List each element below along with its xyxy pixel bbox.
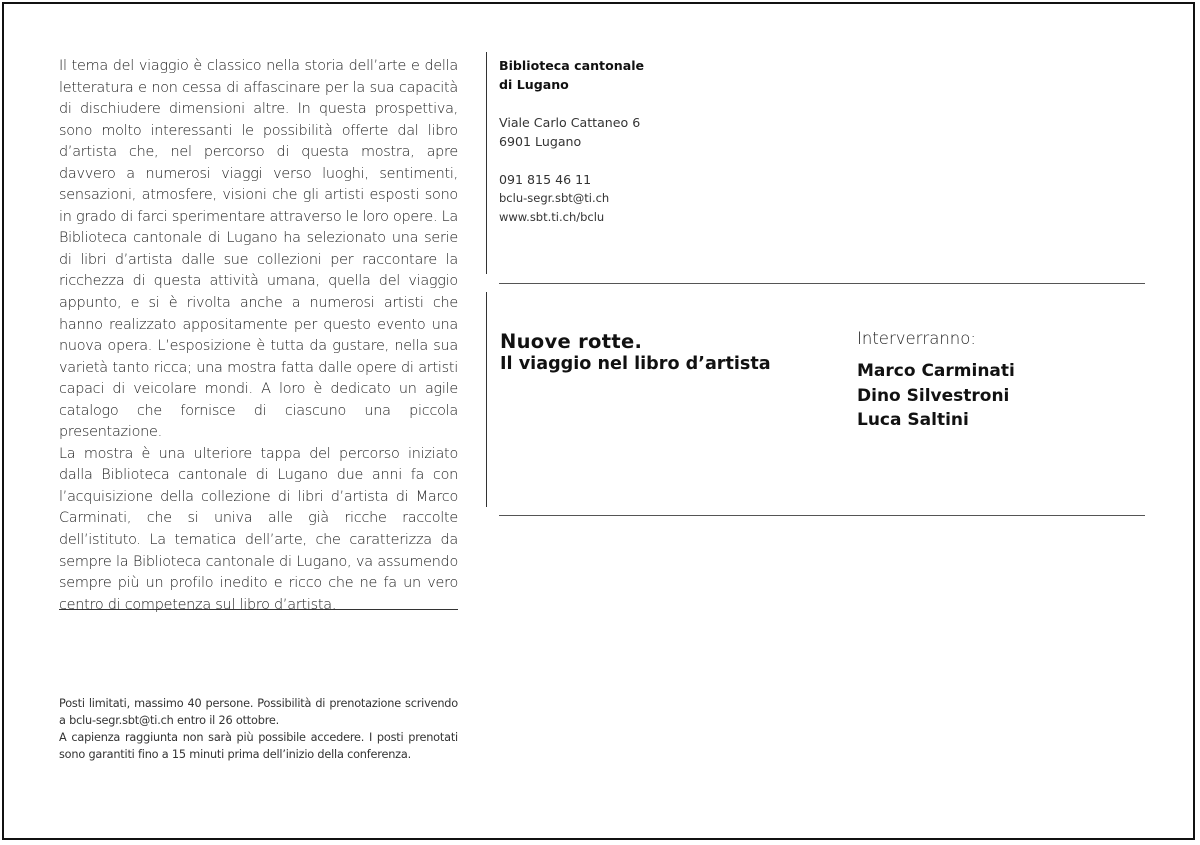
library-address <box>499 113 640 151</box>
left-divider <box>59 609 458 610</box>
main-paragraph-1: Il tema del viaggio è classico nella storia dell’arte e della letteratura e non cessa di affascinare per la sua capacità di dischiudere dimensioni altre. In questa prospettiva, sono molto interessanti le possibilità offerte dal libro d’artista che, nel percorso di questa mostra, apre davvero a numerosi viaggi verso luoghi, sentimenti, sensazioni, atmosfere, visioni che gli artisti esposti sono in grado di farci sperimentare attraverso le loro opere. La Biblioteca cantonale di Lugano ha selezionato una serie di libri d’artista dalle sue collezioni per raccontare la ricchezza di questa attività umana, quella del viaggio appunto, e si è rivolta anche a numerosi artisti che hanno realizzato appositamente per questo evento una nuova opera. L’esposizione è tutta da gustare, nella sua varietà tanto ricca; una mostra fatta dalle opere di artisti capaci di veicolare mondi. A loro è dedicato un agile catalogo che fornisce di ciascuno una piccola presentazione. <box>59 58 458 441</box>
booking-note-line-2: A capienza raggiunta non sarà più possibile accedere. I posti prenotati sono garantiti fino a 15 minuti prima dell’inizio della conferenza. <box>59 731 458 761</box>
main-paragraph-2: La mostra è una ulteriore tappa del percorso iniziato dalla Biblioteca cantonale di Lugano due anni fa con l’acquisizione della collezione di libri d’artista di Marco Carminati, che si univa alle già ricche raccolte dell’istituto. La tematica dell’arte, che caratterizza da sempre la Biblioteca cantonale di Lugano, va assumendo sempre più un profilo inedito e ricco che ne fa un vero centro di competenza sul libro d’artista. <box>59 445 458 613</box>
vertical-divider-top <box>486 52 487 274</box>
event-title-line-2: Il viaggio nel libro d’artista <box>500 354 771 374</box>
phone-number: 091 815 46 11 <box>499 172 592 187</box>
speakers-label: Interverranno: <box>857 329 976 348</box>
library-contacts <box>499 170 609 227</box>
booking-note-line-1: Posti limitati, massimo 40 persone. Possibilità di prenotazione scrivendo a bclu-segr.sbt@ti.ch entro il 26 ottobre. <box>59 697 458 727</box>
main-text <box>59 56 458 616</box>
horizontal-divider-top <box>499 283 1145 284</box>
address-street: Viale Carlo Cattaneo 6 <box>499 115 641 130</box>
library-name <box>499 56 644 94</box>
speakers-list <box>857 359 1015 433</box>
event-title-line-1: Nuove rotte. <box>500 330 643 353</box>
email-address: bclu-segr.sbt@ti.ch <box>499 191 610 205</box>
speaker-name: Luca Saltini <box>857 410 969 430</box>
speaker-name: Dino Silvestroni <box>857 385 1010 406</box>
website-link: www.sbt.ti.ch/bclu <box>499 210 605 224</box>
library-name-line-1: Biblioteca cantonale <box>499 58 645 73</box>
speaker-name: Marco Carminati <box>857 361 1015 381</box>
horizontal-divider-bottom <box>499 515 1145 516</box>
address-city: 6901 Lugano <box>499 134 582 149</box>
event-title <box>500 330 771 376</box>
vertical-divider-bottom <box>486 292 487 507</box>
library-name-line-2: di Lugano <box>499 77 569 92</box>
booking-note <box>59 695 458 763</box>
